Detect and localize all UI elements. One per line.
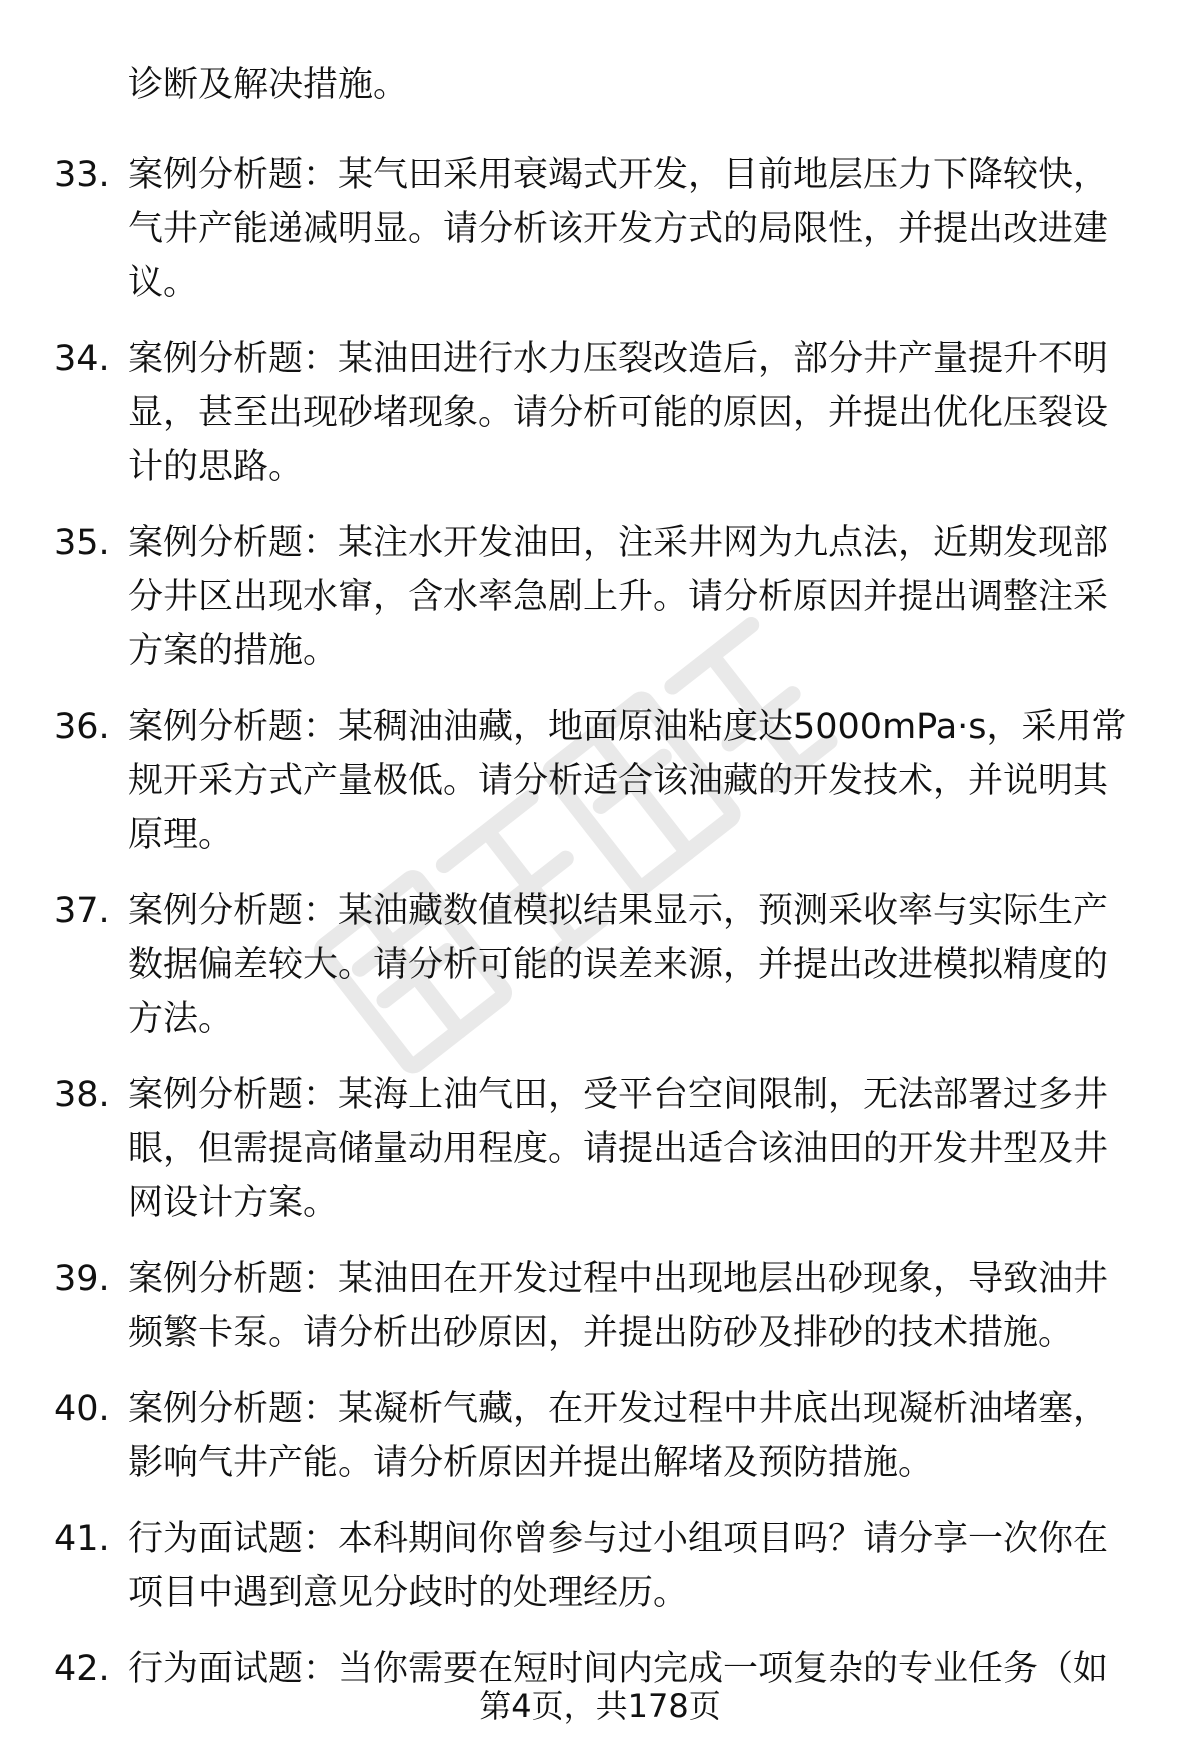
question-number: 38. bbox=[54, 1075, 110, 1115]
question-number: 39. bbox=[54, 1259, 110, 1299]
question-number: 41. bbox=[54, 1519, 110, 1559]
list-item bbox=[0, 1512, 1138, 1620]
question-text: 案例分析题：某凝析气藏，在开发过程中井底出现凝析油堵塞，影响气井产能。请分析原因并提出解堵及预防措施。 bbox=[128, 1389, 1109, 1483]
question-text: 案例分析题：某油藏数值模拟结果显示，预测采收率与实际生产数据偏差较大。请分析可能的误差来源，并提出改进模拟精度的方法。 bbox=[128, 891, 1109, 1039]
list-item bbox=[0, 700, 1138, 862]
continuation-text: 诊断及解决措施。 bbox=[128, 65, 409, 105]
question-number: 33. bbox=[54, 155, 110, 195]
question-number: 35. bbox=[54, 523, 110, 563]
question-text: 案例分析题：某气田采用衰竭式开发，目前地层压力下降较快，气井产能递减明显。请分析该开发方式的局限性，并提出改进建议。 bbox=[128, 155, 1109, 303]
question-list bbox=[0, 148, 1200, 1718]
question-text: 案例分析题：某油田在开发过程中出现地层出砂现象，导致油井频繁卡泵。请分析出砂原因，并提出防砂及排砂的技术措施。 bbox=[128, 1259, 1109, 1353]
question-number: 37. bbox=[54, 891, 110, 931]
list-item bbox=[0, 1382, 1138, 1490]
question-number: 42. bbox=[54, 1649, 110, 1689]
question-number: 40. bbox=[54, 1389, 110, 1429]
question-text: 案例分析题：某油田进行水力压裂改造后，部分井产量提升不明显，甚至出现砂堵现象。请分析可能的原因，并提出优化压裂设计的思路。 bbox=[128, 339, 1109, 487]
list-item bbox=[0, 332, 1138, 494]
list-item bbox=[0, 1068, 1138, 1230]
list-item bbox=[0, 1252, 1138, 1360]
question-number: 36. bbox=[54, 707, 110, 747]
question-text: 案例分析题：某海上油气田，受平台空间限制，无法部署过多井眼，但需提高储量动用程度。请提出适合该油田的开发井型及井网设计方案。 bbox=[128, 1075, 1109, 1223]
list-item bbox=[0, 516, 1138, 678]
question-text: 行为面试题：当你需要在短时间内完成一项复杂的专业任务（如 bbox=[128, 1649, 1109, 1689]
question-text: 行为面试题：本科期间你曾参与过小组项目吗？请分享一次你在项目中遇到意见分歧时的处理经历。 bbox=[128, 1519, 1109, 1613]
list-item bbox=[0, 148, 1138, 310]
list-item bbox=[0, 884, 1138, 1046]
question-text: 案例分析题：某注水开发油田，注采井网为九点法，近期发现部分井区出现水窜，含水率急剧上升。请分析原因并提出调整注采方案的措施。 bbox=[128, 523, 1109, 671]
page-footer: 第4页，共178页 bbox=[479, 1687, 721, 1725]
question-text: 案例分析题：某稠油油藏，地面原油粘度达5000mPa·s，采用常规开采方式产量极低。请分析适合该油藏的开发技术，并说明其原理。 bbox=[128, 707, 1127, 855]
question-number: 34. bbox=[54, 339, 110, 379]
